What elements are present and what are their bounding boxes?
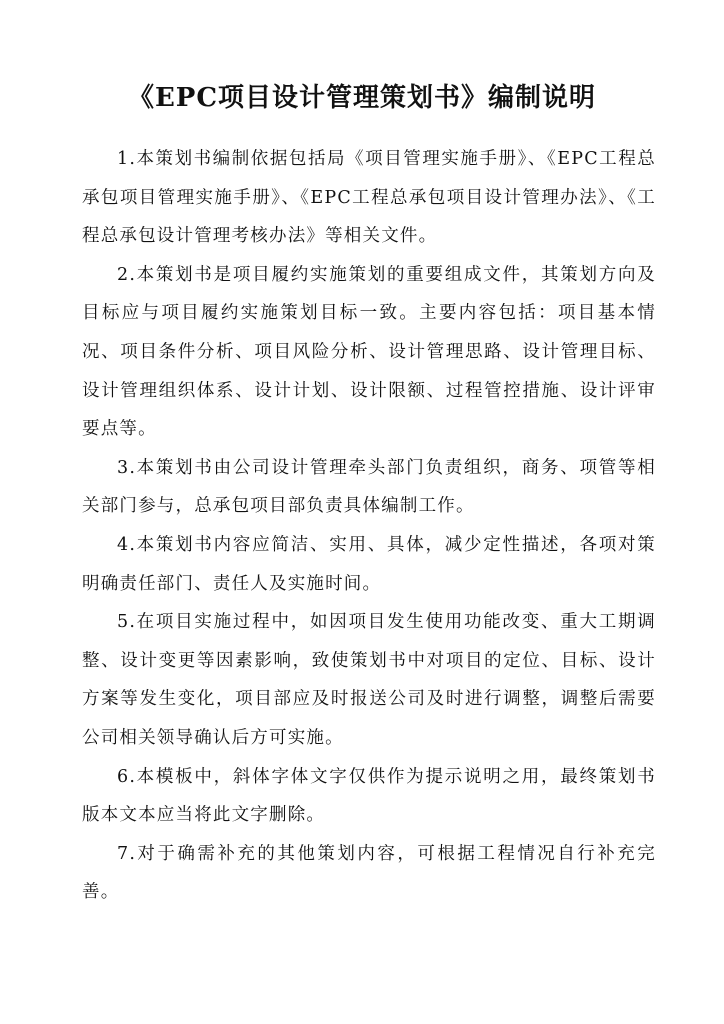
paragraph-5: 5.在项目实施过程中，如因项目发生使用功能改变、重大工期调整、设计变更等因素影响，致使策划书中对项目的定位、目标、设计方案等发生变化，项目部应及时报送公司及时进行调整，调整后需要公司相关领导确认后方可实施。 — [82, 612, 656, 748]
paragraph-1: 1.本策划书编制依据包括局《项目管理实施手册》、《EPC工程总承包项目管理实施手册》、《EPC工程总承包项目设计管理办法》、《工程总承包设计管理考核办法》等相关文件。 — [82, 149, 656, 247]
paragraph-7: 7.对于确需补充的其他策划内容，可根据工程情况自行补充完善。 — [82, 843, 656, 903]
paragraph-6: 6.本模板中，斜体字体文字仅供作为提示说明之用，最终策划书版本文本应当将此文字删除。 — [82, 766, 656, 826]
paragraph-2: 2.本策划书是项目履约实施策划的重要组成文件，其策划方向及目标应与项目履约实施策划目标一致。主要内容包括：项目基本情况、项目条件分析、项目风险分析、设计管理思路、设计管理目标、设计管理组织体系、设计计划、设计限额、过程管控措施、设计评审要点等。 — [82, 264, 656, 440]
paragraph-3: 3.本策划书由公司设计管理牵头部门负责组织，商务、项管等相关部门参与，总承包项目部负责具体编制工作。 — [82, 457, 656, 517]
paragraph-4: 4.本策划书内容应简洁、实用、具体，减少定性描述，各项对策明确责任部门、责任人及实施时间。 — [82, 534, 656, 594]
document-body — [82, 140, 656, 912]
document-title: 《EPC项目设计管理策划书》编制说明 — [127, 83, 597, 113]
